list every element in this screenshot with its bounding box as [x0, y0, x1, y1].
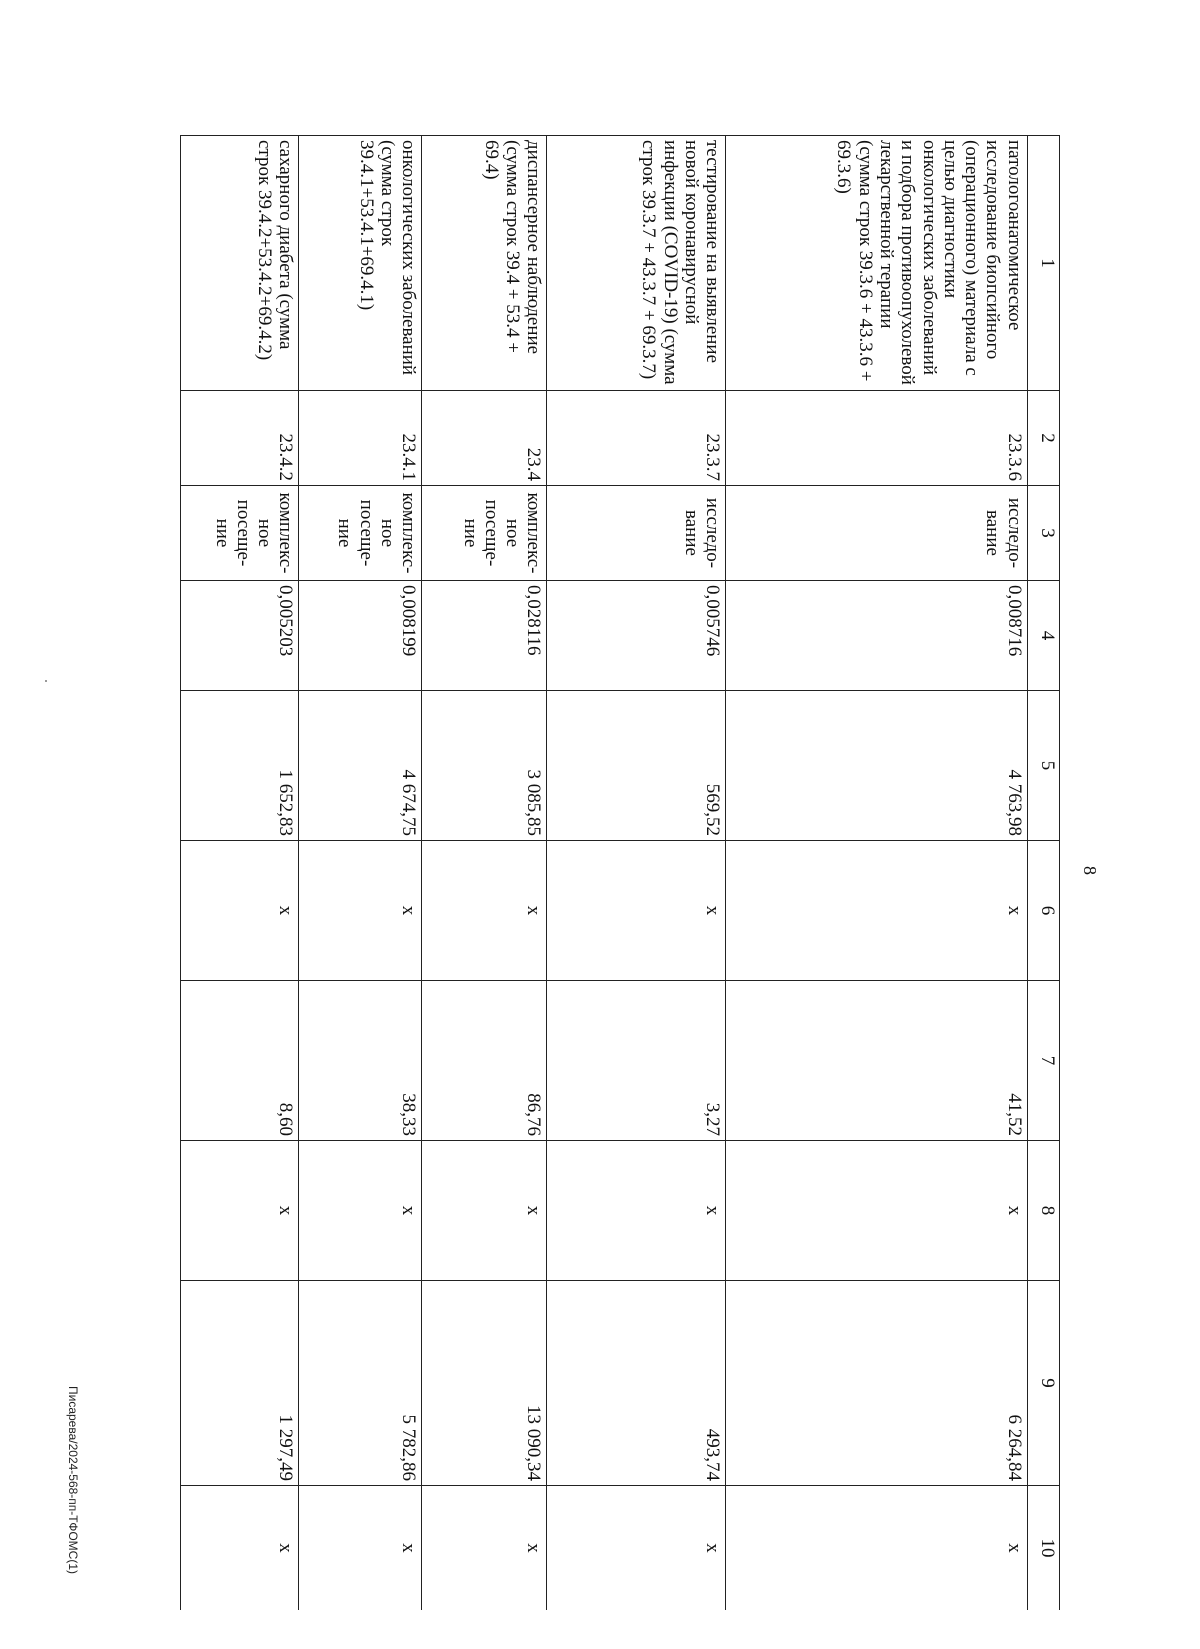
row-name: сахарного диабета (сумма строк 39.4.2+53.4.2+69.4.2)	[181, 136, 299, 391]
cell-col6: х	[299, 841, 422, 981]
row-name: патологоанатомическое исследование биопсийного (операционного) материала с целью диагностики онкологических заболеваний и подбора противоопухолевой лекарственной терапии (сумма строк 39.3.6 + 43.3.6 + 69.3.6)	[726, 136, 1028, 391]
cell-col7: 8,60	[181, 981, 299, 1141]
cell-col8: х	[181, 1141, 299, 1281]
cell-col4: 0,008199	[299, 581, 422, 691]
cell-col5: 1 652,83	[181, 691, 299, 841]
cell-col9: 1 297,49	[181, 1281, 299, 1486]
data-table	[180, 135, 1060, 1610]
table-row	[422, 136, 547, 1611]
table-frame	[180, 135, 1060, 1610]
cell-col8: х	[422, 1141, 547, 1281]
cell-col10: х	[547, 1486, 726, 1611]
cell-col6: х	[726, 841, 1028, 981]
column-header: 1	[1027, 136, 1059, 391]
cell-col6: х	[181, 841, 299, 981]
row-unit: исследо-вание	[726, 486, 1028, 581]
row-unit: комплекс-ное посеще-ние	[181, 486, 299, 581]
cell-col7: 3,27	[547, 981, 726, 1141]
column-header: 9	[1027, 1281, 1059, 1486]
row-unit: комплекс-ное посеще-ние	[422, 486, 547, 581]
cell-col9: 493,74	[547, 1281, 726, 1486]
cell-col9: 5 782,86	[299, 1281, 422, 1486]
document-reference	[58, 1320, 88, 1640]
row-code: 23.3.6	[726, 391, 1028, 486]
cell-col4: 0,005746	[547, 581, 726, 691]
document-reference-text: Писарева/2024-568-пп-ТФОМС(1)	[66, 1385, 80, 1575]
cell-col7: 41,52	[726, 981, 1028, 1141]
row-code: 23.4.1	[299, 391, 422, 486]
cell-col10: х	[181, 1486, 299, 1611]
cell-col7: 38,33	[299, 981, 422, 1141]
cell-col6: х	[422, 841, 547, 981]
cell-col4: 0,028116	[422, 581, 547, 691]
row-code: 23.3.7	[547, 391, 726, 486]
column-header: 6	[1027, 841, 1059, 981]
row-code: 23.4.2	[181, 391, 299, 486]
table-row	[299, 136, 422, 1611]
cell-col9: 6 264,84	[726, 1281, 1028, 1486]
column-header: 8	[1027, 1141, 1059, 1281]
row-name: диспансерное наблюдение (сумма строк 39.4 + 53.4 + 69.4)	[422, 136, 547, 391]
scan-speck	[45, 680, 47, 682]
row-code: 23.4	[422, 391, 547, 486]
table-row	[726, 136, 1028, 1611]
rotated-table-container	[180, 135, 1060, 1610]
column-header: 10	[1027, 1486, 1059, 1611]
cell-col8: х	[726, 1141, 1028, 1281]
cell-col4: 0,008716	[726, 581, 1028, 691]
cell-col8: х	[299, 1141, 422, 1281]
cell-col10: х	[299, 1486, 422, 1611]
cell-col8: х	[547, 1141, 726, 1281]
column-header-row	[1027, 136, 1059, 1611]
row-unit: комплекс-ное посеще-ние	[299, 486, 422, 581]
row-unit: исследо-вание	[547, 486, 726, 581]
column-header: 5	[1027, 691, 1059, 841]
column-header: 3	[1027, 486, 1059, 581]
table-row	[181, 136, 299, 1611]
cell-col4: 0,005203	[181, 581, 299, 691]
cell-col10: х	[422, 1486, 547, 1611]
row-name: тестирование на выявление новой коронавирусной инфекции (COVID-19) (сумма строк 39.3.7 + 43.3.7 + 69.3.7)	[547, 136, 726, 391]
column-header: 7	[1027, 981, 1059, 1141]
cell-col5: 569,52	[547, 691, 726, 841]
cell-col9: 13 090,34	[422, 1281, 547, 1486]
table-row	[547, 136, 726, 1611]
column-header: 4	[1027, 581, 1059, 691]
page-number: 8	[1080, 866, 1100, 875]
cell-col7: 86,76	[422, 981, 547, 1141]
column-header: 2	[1027, 391, 1059, 486]
cell-col5: 3 085,85	[422, 691, 547, 841]
cell-col5: 4 674,75	[299, 691, 422, 841]
row-name: онкологических заболеваний (сумма строк 39.4.1+53.4.1+69.4.1)	[299, 136, 422, 391]
cell-col6: х	[547, 841, 726, 981]
cell-col5: 4 763,98	[726, 691, 1028, 841]
cell-col10: х	[726, 1486, 1028, 1611]
